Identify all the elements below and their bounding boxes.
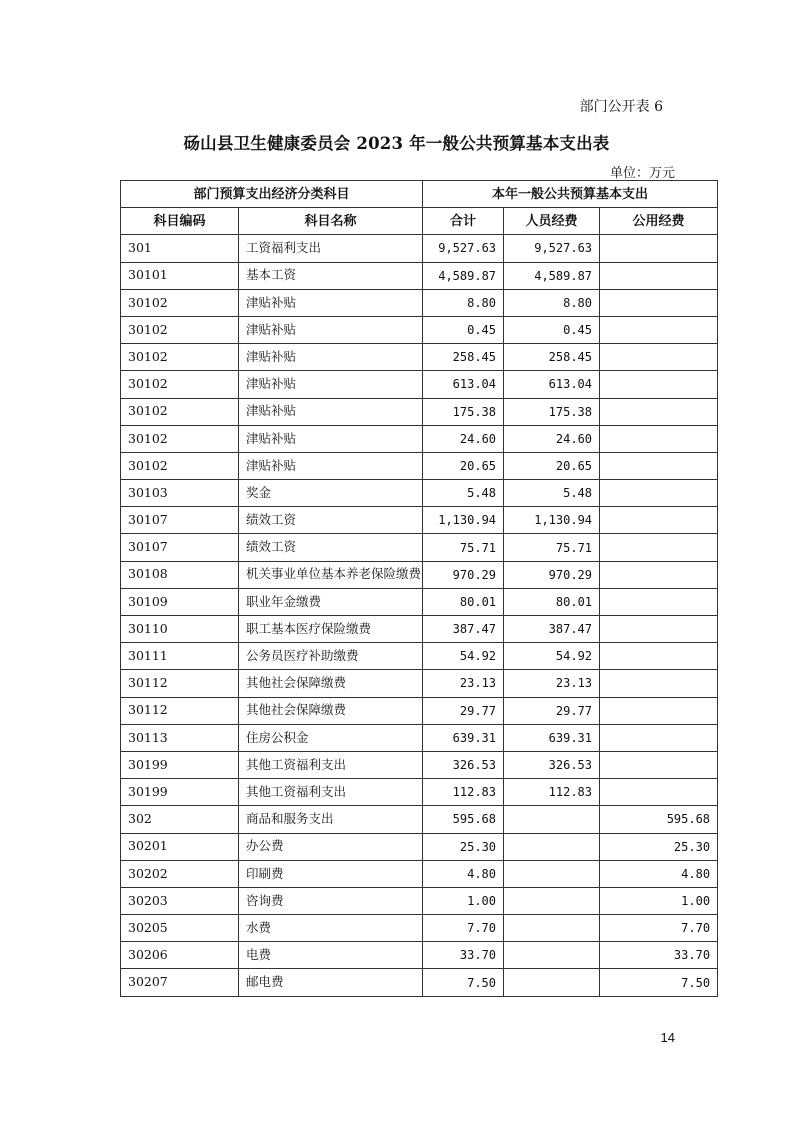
table-row bbox=[121, 398, 718, 425]
cell-total: 112.83 bbox=[423, 779, 504, 806]
cell-public: 7.50 bbox=[600, 969, 718, 996]
table-row bbox=[121, 289, 718, 316]
table-row bbox=[121, 316, 718, 343]
cell-public bbox=[600, 425, 718, 452]
cell-public bbox=[600, 507, 718, 534]
cell-personnel: 175.38 bbox=[504, 398, 600, 425]
cell-personnel: 387.47 bbox=[504, 616, 600, 643]
cell-code: 30201 bbox=[121, 833, 239, 860]
cell-code: 30102 bbox=[121, 371, 239, 398]
cell-public: 595.68 bbox=[600, 806, 718, 833]
table-row bbox=[121, 425, 718, 452]
table-row bbox=[121, 833, 718, 860]
cell-name: 住房公积金 bbox=[239, 724, 423, 751]
cell-public: 33.70 bbox=[600, 942, 718, 969]
cell-total: 970.29 bbox=[423, 561, 504, 588]
cell-total: 23.13 bbox=[423, 670, 504, 697]
cell-code: 30101 bbox=[121, 262, 239, 289]
cell-personnel bbox=[504, 860, 600, 887]
cell-code: 30102 bbox=[121, 344, 239, 371]
budget-table bbox=[120, 180, 718, 997]
table-row bbox=[121, 344, 718, 371]
cell-public: 4.80 bbox=[600, 860, 718, 887]
table-column-header-row bbox=[121, 208, 718, 235]
table-row bbox=[121, 670, 718, 697]
cell-name: 津贴补贴 bbox=[239, 398, 423, 425]
table-group-header-row bbox=[121, 181, 718, 208]
cell-code: 30102 bbox=[121, 316, 239, 343]
cell-code: 30103 bbox=[121, 480, 239, 507]
cell-personnel: 1,130.94 bbox=[504, 507, 600, 534]
cell-name: 基本工资 bbox=[239, 262, 423, 289]
table-row bbox=[121, 915, 718, 942]
cell-personnel: 80.01 bbox=[504, 588, 600, 615]
cell-total: 75.71 bbox=[423, 534, 504, 561]
cell-personnel: 23.13 bbox=[504, 670, 600, 697]
cell-personnel: 75.71 bbox=[504, 534, 600, 561]
group-header-classification: 部门预算支出经济分类科目 bbox=[121, 181, 423, 208]
cell-personnel: 970.29 bbox=[504, 561, 600, 588]
cell-code: 30199 bbox=[121, 751, 239, 778]
cell-total: 613.04 bbox=[423, 371, 504, 398]
column-header-code: 科目编码 bbox=[121, 208, 239, 235]
table-row bbox=[121, 534, 718, 561]
cell-public: 25.30 bbox=[600, 833, 718, 860]
cell-personnel: 4,589.87 bbox=[504, 262, 600, 289]
cell-public bbox=[600, 751, 718, 778]
page-tag: 部门公开表 6 bbox=[579, 99, 663, 115]
cell-code: 30113 bbox=[121, 724, 239, 751]
cell-code: 30102 bbox=[121, 289, 239, 316]
cell-public bbox=[600, 262, 718, 289]
cell-personnel bbox=[504, 833, 600, 860]
cell-personnel: 613.04 bbox=[504, 371, 600, 398]
cell-name: 其他社会保障缴费 bbox=[239, 697, 423, 724]
cell-total: 595.68 bbox=[423, 806, 504, 833]
cell-total: 4.80 bbox=[423, 860, 504, 887]
cell-public bbox=[600, 480, 718, 507]
table-row bbox=[121, 262, 718, 289]
table-body bbox=[121, 235, 718, 996]
unit-label: 单位：万元 bbox=[609, 166, 675, 181]
cell-personnel bbox=[504, 969, 600, 996]
cell-public: 7.70 bbox=[600, 915, 718, 942]
cell-total: 25.30 bbox=[423, 833, 504, 860]
cell-total: 20.65 bbox=[423, 452, 504, 479]
cell-personnel: 20.65 bbox=[504, 452, 600, 479]
cell-public bbox=[600, 643, 718, 670]
cell-code: 30110 bbox=[121, 616, 239, 643]
cell-total: 639.31 bbox=[423, 724, 504, 751]
table-row bbox=[121, 751, 718, 778]
cell-total: 29.77 bbox=[423, 697, 504, 724]
table-row bbox=[121, 561, 718, 588]
cell-public bbox=[600, 235, 718, 262]
cell-public bbox=[600, 670, 718, 697]
cell-personnel: 9,527.63 bbox=[504, 235, 600, 262]
cell-name: 津贴补贴 bbox=[239, 425, 423, 452]
cell-personnel bbox=[504, 887, 600, 914]
cell-code: 30102 bbox=[121, 398, 239, 425]
cell-code: 30102 bbox=[121, 452, 239, 479]
table-row bbox=[121, 887, 718, 914]
cell-code: 30107 bbox=[121, 507, 239, 534]
cell-name: 其他社会保障缴费 bbox=[239, 670, 423, 697]
table-row bbox=[121, 507, 718, 534]
cell-public bbox=[600, 724, 718, 751]
cell-personnel bbox=[504, 806, 600, 833]
cell-total: 9,527.63 bbox=[423, 235, 504, 262]
cell-name: 邮电费 bbox=[239, 969, 423, 996]
cell-total: 33.70 bbox=[423, 942, 504, 969]
cell-total: 7.70 bbox=[423, 915, 504, 942]
cell-name: 津贴补贴 bbox=[239, 371, 423, 398]
cell-code: 30112 bbox=[121, 697, 239, 724]
cell-name: 津贴补贴 bbox=[239, 289, 423, 316]
cell-total: 24.60 bbox=[423, 425, 504, 452]
cell-name: 公务员医疗补助缴费 bbox=[239, 643, 423, 670]
cell-public: 1.00 bbox=[600, 887, 718, 914]
table-row bbox=[121, 235, 718, 262]
cell-total: 1.00 bbox=[423, 887, 504, 914]
cell-total: 1,130.94 bbox=[423, 507, 504, 534]
column-header-total: 合计 bbox=[423, 208, 504, 235]
cell-public bbox=[600, 371, 718, 398]
table-row bbox=[121, 643, 718, 670]
cell-personnel bbox=[504, 942, 600, 969]
cell-personnel: 8.80 bbox=[504, 289, 600, 316]
cell-public bbox=[600, 344, 718, 371]
table-row bbox=[121, 724, 718, 751]
cell-name: 工资福利支出 bbox=[239, 235, 423, 262]
cell-total: 7.50 bbox=[423, 969, 504, 996]
cell-code: 30206 bbox=[121, 942, 239, 969]
table-row bbox=[121, 969, 718, 996]
page-number: 14 bbox=[660, 1030, 675, 1045]
cell-name: 商品和服务支出 bbox=[239, 806, 423, 833]
cell-total: 326.53 bbox=[423, 751, 504, 778]
cell-name: 办公费 bbox=[239, 833, 423, 860]
cell-code: 30203 bbox=[121, 887, 239, 914]
cell-total: 0.45 bbox=[423, 316, 504, 343]
cell-public bbox=[600, 398, 718, 425]
cell-code: 30207 bbox=[121, 969, 239, 996]
cell-name: 咨询费 bbox=[239, 887, 423, 914]
cell-total: 175.38 bbox=[423, 398, 504, 425]
cell-total: 80.01 bbox=[423, 588, 504, 615]
cell-name: 水费 bbox=[239, 915, 423, 942]
cell-code: 30107 bbox=[121, 534, 239, 561]
cell-personnel: 112.83 bbox=[504, 779, 600, 806]
cell-name: 机关事业单位基本养老保险缴费 bbox=[239, 561, 423, 588]
cell-name: 奖金 bbox=[239, 480, 423, 507]
cell-personnel: 258.45 bbox=[504, 344, 600, 371]
cell-public bbox=[600, 616, 718, 643]
cell-total: 5.48 bbox=[423, 480, 504, 507]
cell-name: 津贴补贴 bbox=[239, 344, 423, 371]
cell-code: 30109 bbox=[121, 588, 239, 615]
cell-total: 8.80 bbox=[423, 289, 504, 316]
cell-name: 绩效工资 bbox=[239, 507, 423, 534]
cell-personnel: 0.45 bbox=[504, 316, 600, 343]
cell-total: 387.47 bbox=[423, 616, 504, 643]
table-row bbox=[121, 452, 718, 479]
table-row bbox=[121, 860, 718, 887]
group-header-basic-expenditure: 本年一般公共预算基本支出 bbox=[423, 181, 718, 208]
cell-code: 30112 bbox=[121, 670, 239, 697]
cell-personnel bbox=[504, 915, 600, 942]
cell-name: 电费 bbox=[239, 942, 423, 969]
cell-code: 30102 bbox=[121, 425, 239, 452]
cell-public bbox=[600, 588, 718, 615]
cell-public bbox=[600, 316, 718, 343]
column-header-personnel: 人员经费 bbox=[504, 208, 600, 235]
cell-personnel: 24.60 bbox=[504, 425, 600, 452]
cell-code: 30199 bbox=[121, 779, 239, 806]
cell-total: 54.92 bbox=[423, 643, 504, 670]
cell-code: 302 bbox=[121, 806, 239, 833]
table-row bbox=[121, 371, 718, 398]
cell-name: 印刷费 bbox=[239, 860, 423, 887]
cell-public bbox=[600, 561, 718, 588]
cell-name: 其他工资福利支出 bbox=[239, 751, 423, 778]
cell-public bbox=[600, 779, 718, 806]
table-row bbox=[121, 588, 718, 615]
cell-name: 职工基本医疗保险缴费 bbox=[239, 616, 423, 643]
cell-public bbox=[600, 697, 718, 724]
cell-name: 职业年金缴费 bbox=[239, 588, 423, 615]
cell-code: 30111 bbox=[121, 643, 239, 670]
cell-name: 津贴补贴 bbox=[239, 452, 423, 479]
cell-personnel: 29.77 bbox=[504, 697, 600, 724]
column-header-name: 科目名称 bbox=[239, 208, 423, 235]
cell-personnel: 639.31 bbox=[504, 724, 600, 751]
table-row bbox=[121, 697, 718, 724]
page-title: 砀山县卫生健康委员会 2023 年一般公共预算基本支出表 bbox=[183, 134, 610, 153]
cell-code: 30202 bbox=[121, 860, 239, 887]
table-row bbox=[121, 806, 718, 833]
cell-personnel: 5.48 bbox=[504, 480, 600, 507]
cell-public bbox=[600, 534, 718, 561]
cell-total: 4,589.87 bbox=[423, 262, 504, 289]
cell-name: 津贴补贴 bbox=[239, 316, 423, 343]
cell-total: 258.45 bbox=[423, 344, 504, 371]
cell-code: 30108 bbox=[121, 561, 239, 588]
cell-code: 301 bbox=[121, 235, 239, 262]
column-header-public: 公用经费 bbox=[600, 208, 718, 235]
cell-public bbox=[600, 452, 718, 479]
cell-name: 绩效工资 bbox=[239, 534, 423, 561]
cell-public bbox=[600, 289, 718, 316]
table-row bbox=[121, 616, 718, 643]
table-row bbox=[121, 942, 718, 969]
table-row bbox=[121, 480, 718, 507]
cell-personnel: 326.53 bbox=[504, 751, 600, 778]
table-row bbox=[121, 779, 718, 806]
cell-name: 其他工资福利支出 bbox=[239, 779, 423, 806]
cell-code: 30205 bbox=[121, 915, 239, 942]
cell-personnel: 54.92 bbox=[504, 643, 600, 670]
